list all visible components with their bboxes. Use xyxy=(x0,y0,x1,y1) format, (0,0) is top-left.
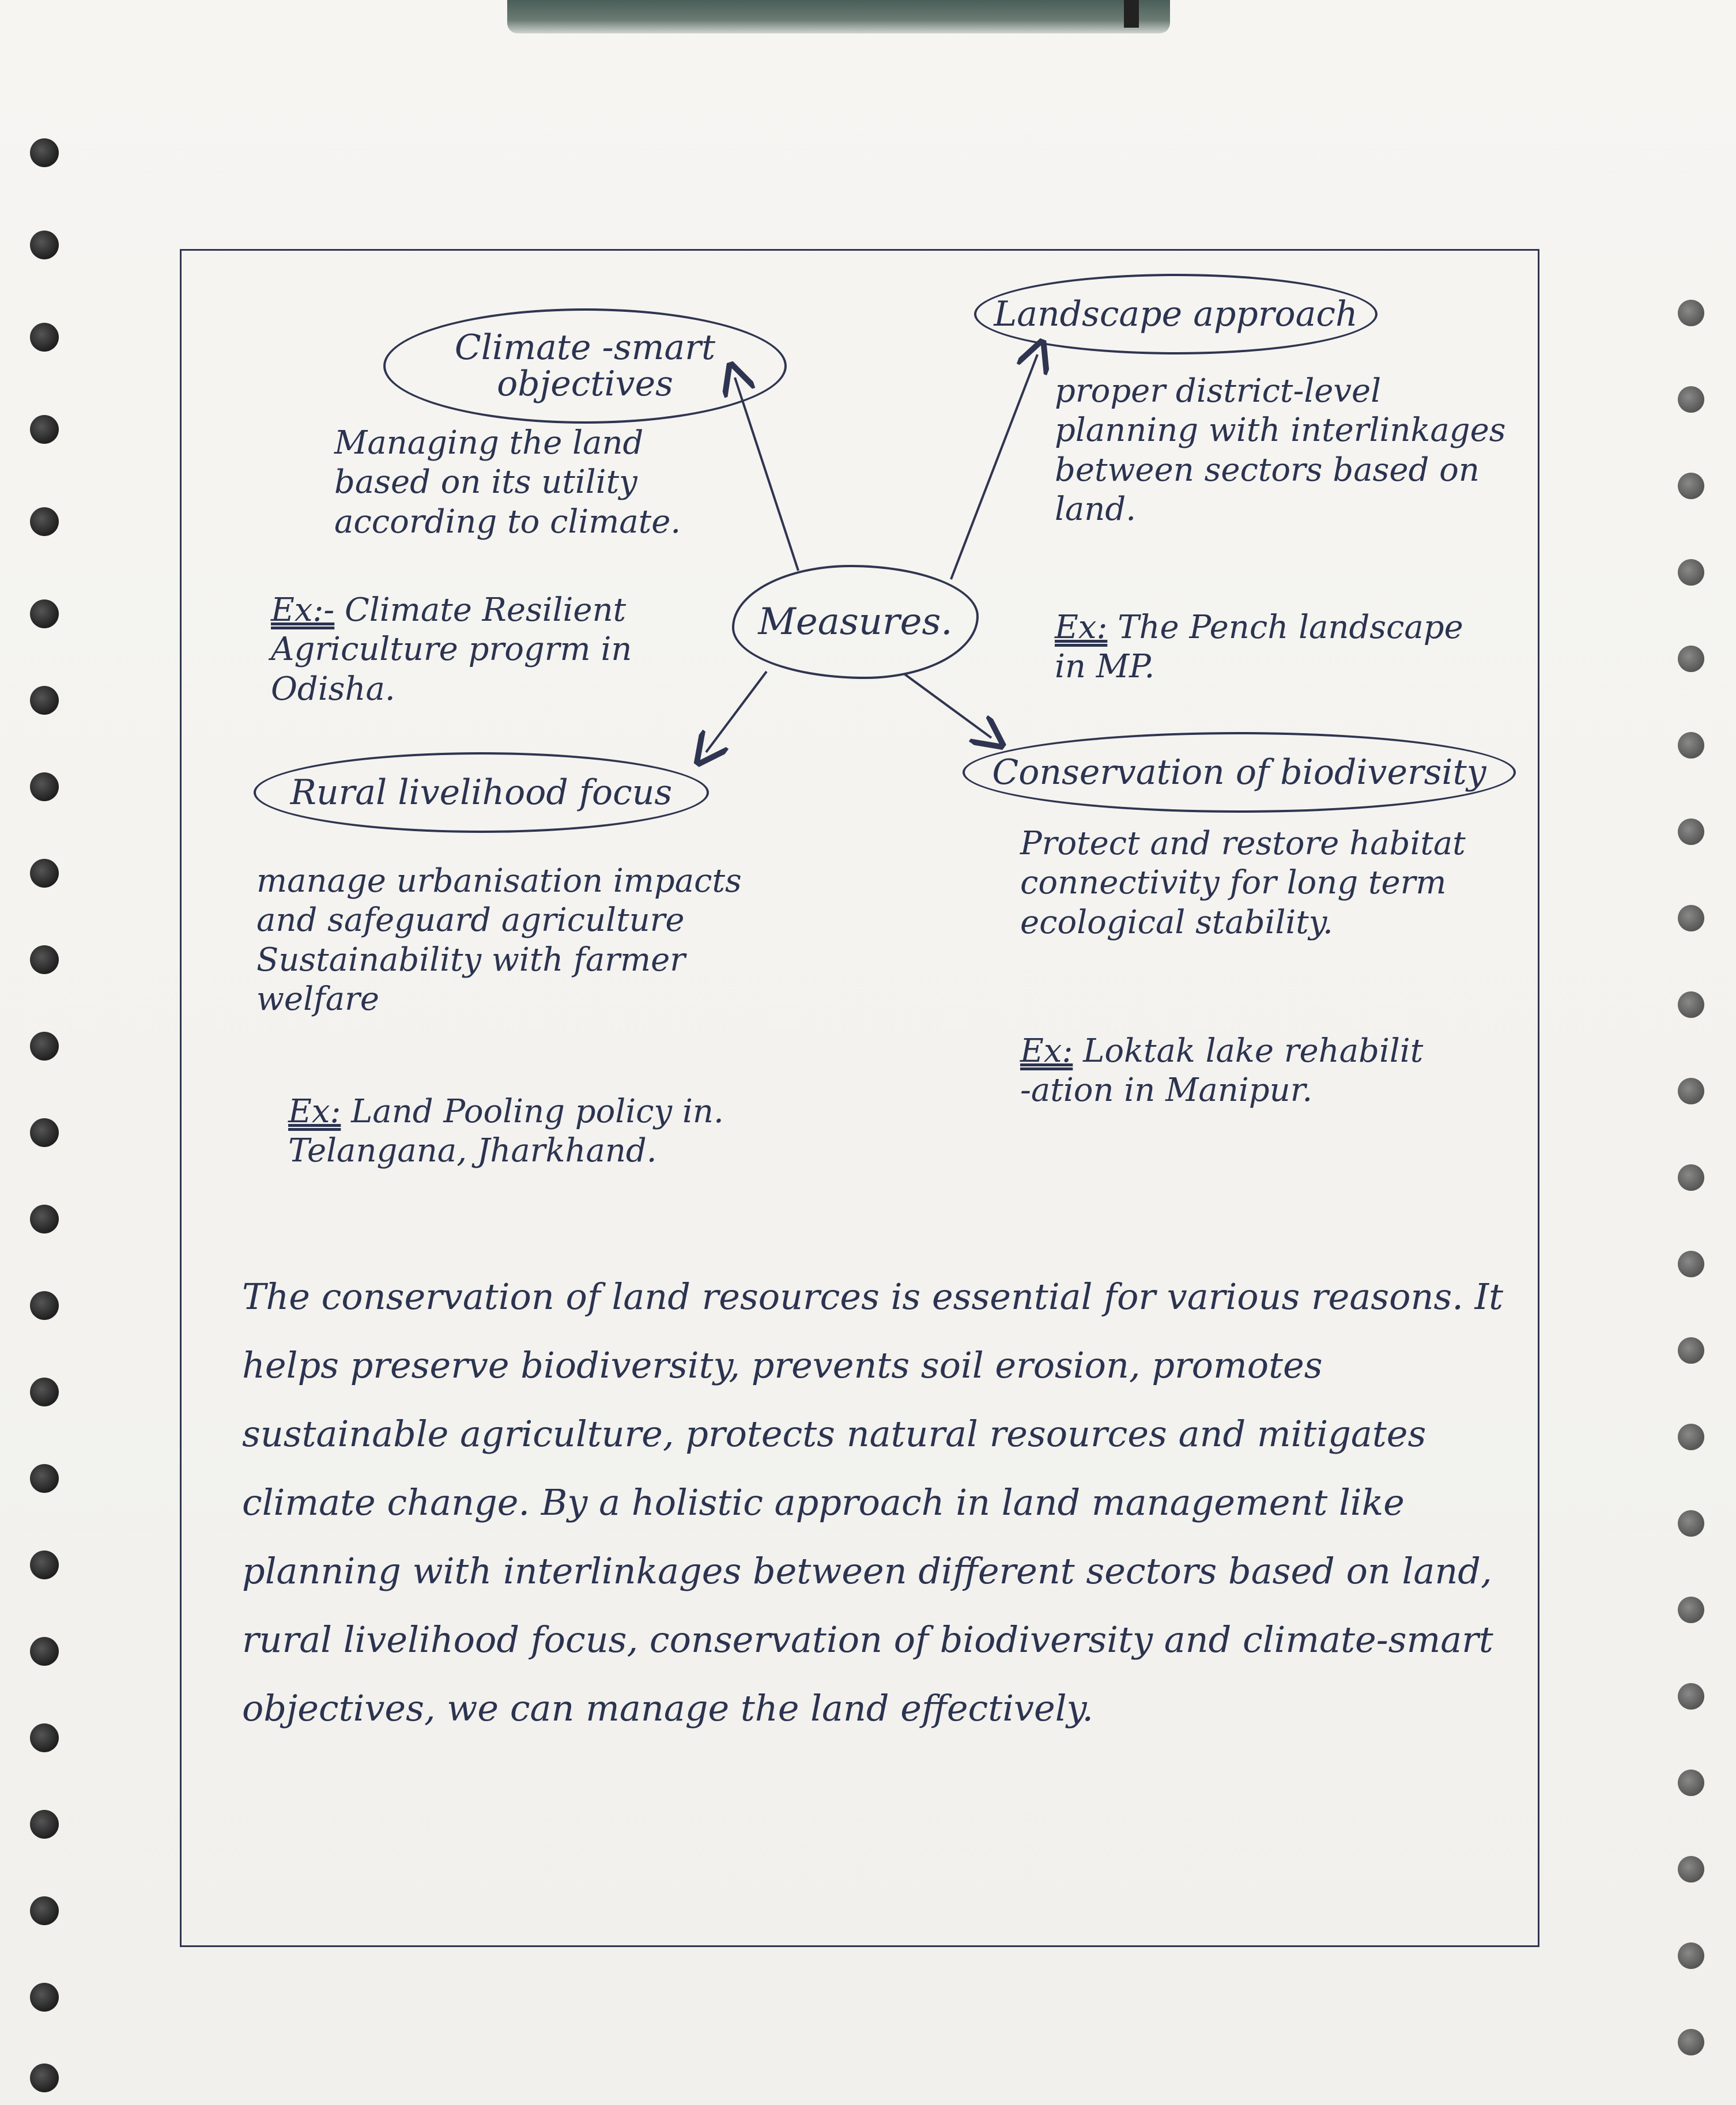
biodiversity-example-text: Loktak lake rehabilit -ation in Manipur. xyxy=(1020,1032,1424,1110)
climate-example xyxy=(271,591,744,709)
example-label: Ex: xyxy=(1020,1032,1073,1070)
node-climate-smart: Climate -smart objectives xyxy=(383,308,787,424)
example-label: Ex: xyxy=(288,1093,341,1130)
node-biodiversity: Conservation of biodiversity xyxy=(963,732,1516,813)
biodiversity-description: Protect and restore habitat connectivity for long term ecological stability. xyxy=(1020,825,1466,941)
landscape-example-text: The Pench landscape in MP. xyxy=(1055,609,1463,686)
rural-example xyxy=(288,1092,865,1171)
arrow-to-biodiversity xyxy=(905,674,991,738)
example-label: Ex:- xyxy=(271,591,335,629)
rural-description: manage urbanisation impacts and safeguard agriculture Sustainability with farmer welfare xyxy=(256,862,742,1018)
biodiversity-example xyxy=(1020,1032,1539,1111)
landscape-example xyxy=(1055,608,1516,687)
climate-example-text: Climate Resilient Agriculture progrm in Odisha. xyxy=(271,591,632,708)
climate-description: Managing the land based on its utility according to climate. xyxy=(334,424,681,541)
node-rural-livelihood: Rural livelihood focus xyxy=(254,752,709,833)
node-landscape-approach: Landscape approach xyxy=(974,274,1378,354)
rural-example-text: Land Pooling policy in. Telangana, Jharkhand. xyxy=(288,1093,724,1170)
conclusion-paragraph: The conservation of land resources is essential for various reasons. It helps preserve biodiversity, prevents soil erosion, promotes sustainable agriculture, protects natural resources and mitigates climate change. By a holistic approach in land management like planning with interlinkages between different sectors based on land, rural livelihood focus, conservation of biodiversity and climate-smart objectives, we can manage the land effectively. xyxy=(242,1276,1504,1730)
landscape-description: proper district-level planning with interlinkages between sectors based on land. xyxy=(1055,372,1506,528)
example-label: Ex: xyxy=(1055,609,1108,646)
arrow-to-landscape xyxy=(951,354,1037,579)
center-node-measures: Measures. xyxy=(732,565,979,679)
